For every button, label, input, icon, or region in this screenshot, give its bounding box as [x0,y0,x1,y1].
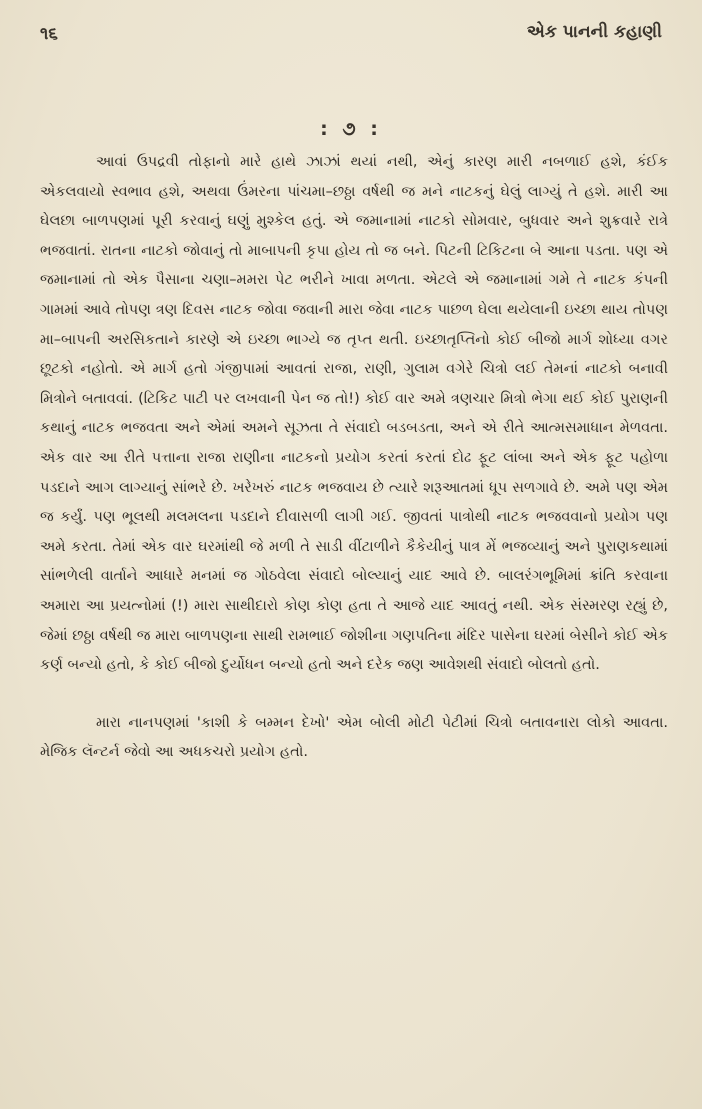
page-header [40,22,662,52]
chapter-number: : ૭ : [320,118,382,140]
page-number: ૧૬ [40,24,58,44]
paragraph-2: મારા નાનપણમાં 'કાશી કે બમ્મન દેખો' એમ બોલી મોટી પેટીમાં ચિત્રો બતાવનારા લોકો આવતા. મેજિક લૅન્ટર્ન જેવો આ અધકચરો પ્રયોગ હતો. [40,714,668,761]
body-text [40,148,668,768]
running-title: એક પાનની કહાણી [526,22,662,42]
paragraph-1: આવાં ઉપદ્રવી તોફાનો મારે હાથે ઝાઝાં થયાં નથી, એનું કારણ મારી નબળાઈ હશે, કંઈક એકલવાયો સ્વભાવ હશે, અથવા ઉંમરના પાંચમા–છઠ્ઠા વર્ષથી જ મને નાટકનું ઘેલું લાગ્યું તે હશે. મારી આ ઘેલછા બાળપણમાં પૂરી કરવાનું ઘણું મુશ્કેલ હતું. એ જમાનામાં નાટકો સોમવાર, બુધવાર અને શુક્રવારે રાત્રે ભજવાતાં. રાતના નાટકો જોવાનું તો માબાપની કૃપા હોય તો જ બને. પિટની ટિકિટના બે આના પડતા. પણ એ જમાનામાં તો એક પૈસાના ચણા–મમરા પેટ ભરીને ખાવા મળતા. એટલે એ જમાનામાં ગમે તે નાટક કંપની ગામમાં આવે તોપણ ત્રણ દિવસ નાટક જોવા જવાની મારા જેવા નાટક પાછળ ઘેલા થયેલાની ઇચ્છા થાય તોપણ મા–બાપની અરસિકતાને કારણે એ ઇચ્છા ભાગ્યે જ તૃપ્ત થતી. ઇચ્છાતૃપ્તિનો કોઈ બીજો માર્ગ શોધ્યા વગર છૂટકો નહોતો. એ માર્ગ હતો ગંજીપામાં આવતાં રાજા, રાણી, ગુલામ વગેરે ચિત્રો લઈ તેમનાં નાટકો બનાવી મિત્રોને બતાવવાં. (ટિકિટ પાટી પર લખવાની પેન જ તો!) કોઈ વાર અમે ત્રણચાર મિત્રો ભેગા થઈ કોઈ પુરાણની કથાનું નાટક ભજવતા અને એમાં અમને સૂઝતા તે સંવાદો બડબડતા, અને એ રીતે આત્મસમાધાન મેળવતા. એક વાર આ રીતે પત્તાના રાજા રાણીના નાટકનો પ્રયોગ કરતાં કરતાં દોઢ ફૂટ લાંબા અને એક ફૂટ પહોળા પડદાને આગ લાગ્યાનું સાંભરે છે. ખરેખરું નાટક ભજવાય છે ત્યારે શરૂઆતમાં ધૂપ સળગાવે છે. અમે પણ એમ જ કર્યું. પણ ભૂલથી મલમલના પડદાને દીવાસળી લાગી ગઈ. જીવતાં પાત્રોથી નાટક ભજવવાનો પ્રયોગ પણ અમે કરતા. તેમાં એક વાર ઘરમાંથી જે મળી તે સાડી વીંટાળીને કૈકેયીનું પાત્ર મેં ભજવ્યાનું અને પુરાણકથામાં સાંભળેલી વાર્તાને આધારે મનમાં જ ગોઠવેલા સંવાદો બોલ્યાનું યાદ આવે છે. બાલરંગભૂમિમાં ક્રાંતિ કરવાના અમારા આ પ્રયત્નોમાં (!) મારા સાથીદારો કોણ કોણ હતા તે આજે યાદ આવતું નથી. એક સંસ્મરણ રહ્યું છે, જેમાં છઠ્ઠા વર્ષથી જ મારા બાળપણના સાથી રામભાઈ જોશીના ગણપતિના મંદિર પાસેના ઘરમાં બેસીને કોઈ એક કર્ણ બન્યો હતો, કે કોઈ બીજો દુર્યોધન બન્યો હતો અને દરેક જણ આવેશથી સંવાદો બોલતો હતો. [40,154,668,674]
